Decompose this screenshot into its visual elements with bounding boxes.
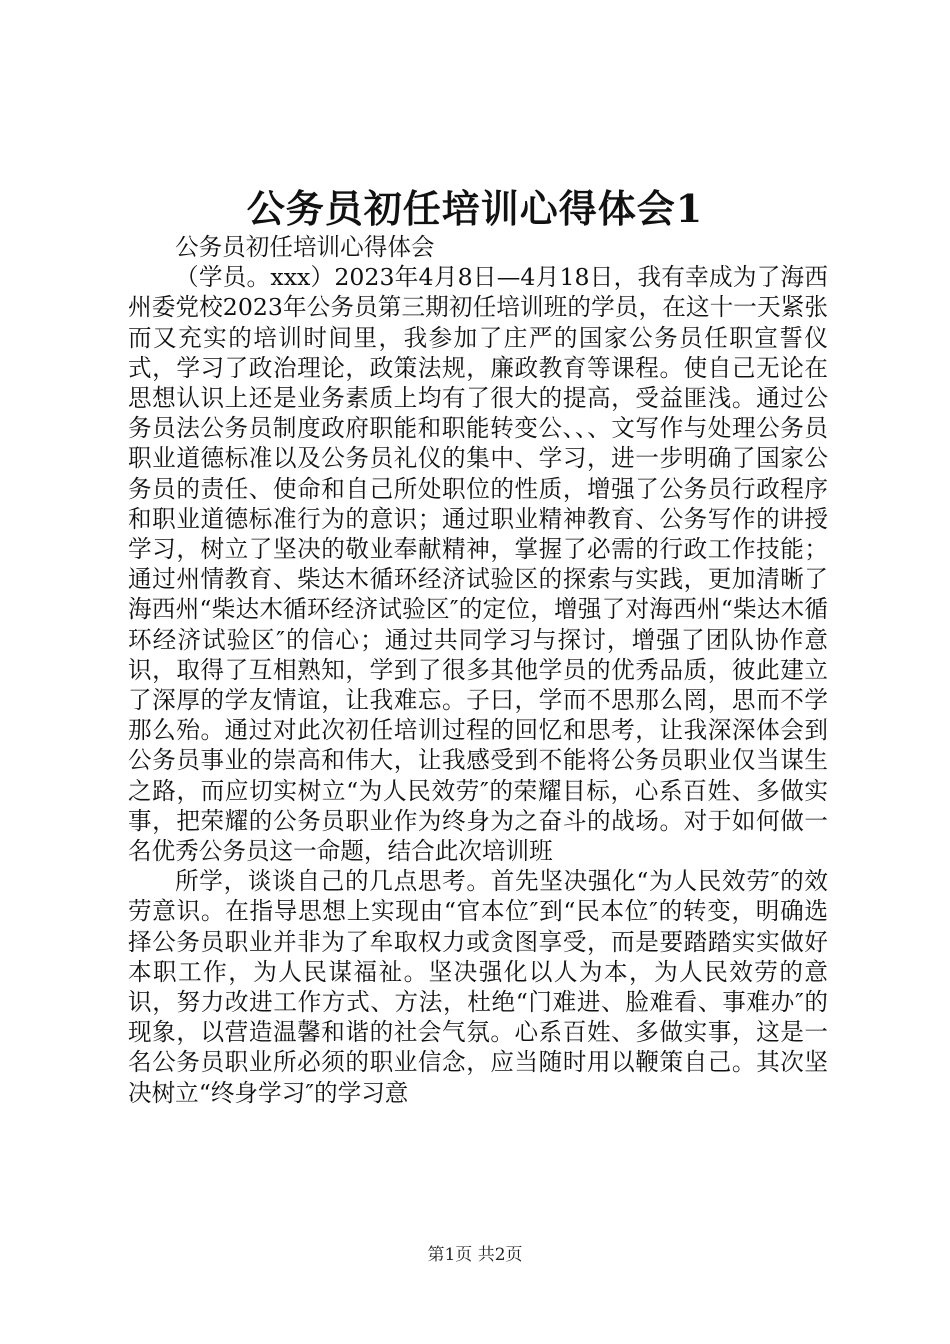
document-title: 公务员初任培训心得体会1 [246, 186, 704, 231]
paragraph-main: （学员。xxx）2023年4月8日—4月18日，我有幸成为了海西州委党校2023年公务员第三期初任培训班的学员，在这十一天紧张而又充实的培训时间里，我参加了庄严的国家公务员任职宣誓仪式，学习了政治理论，政策法规，廉政教育等课程。使自己无论在思想认识上还是业务素质上均有了很大的提高，受益匪浅。通过公务员法公务员制度政府职能和职能转变公、、、文写作与处理公务员职业道德标准以及公务员礼仪的集中、学习，进一步明确了国家公务员的责任、使命和自己所处职位的性质，增强了公务员行政程序和职业道德标准行为的意识；通过职业精神教育、公务写作的讲授学习，树立了坚决的敬业奉献精神，掌握了必需的行政工作技能；通过州情教育、柴达木循环经济试验区的探索与实践，更加清晰了海西州“柴达木循环经济试验区″的定位，增强了对海西州“柴达木循环经济试验区″的信心；通过共同学习与探讨，增强了团队协作意识，取得了互相熟知，学到了很多其他学员的优秀品质，彼此建立了深厚的学友情谊，让我难忘。子曰，学而不思那么罔，思而不学那么殆。通过对此次初任培训过程的回忆和思考，让我深深体会到公务员事业的崇高和伟大，让我感受到不能将公务员职业仅当谋生之路，而应切实树立“为人民效劳″的荣耀目标，心系百姓、多做实事，把荣耀的公务员职业作为终身为之奋斗的战场。对于如何做一名优秀公务员这一命题，结合此次培训班 [128, 263, 828, 866]
document-body [128, 232, 828, 1108]
paragraph-continuation: 所学，谈谈自己的几点思考。首先坚决强化“为人民效劳″的效劳意识。在指导思想上实现由“官本位″到“民本位″的转变，明确选择公务员职业并非为了牟取权力或贪图享受，而是要踏踏实实做好本职工作，为人民谋福祉。坚决强化以人为本，为人民效劳的意识，努力改进工作方式、方法，杜绝“门难进、脸难看、事难办″的现象，以营造温馨和谐的社会气氛。心系百姓、多做实事，这是一名公务员职业所必须的职业信念，应当随时用以鞭策自己。其次坚决树立“终身学习″的学习意 [128, 867, 828, 1107]
paragraph-subtitle: 公务员初任培训心得体会 [175, 233, 435, 261]
page-number-footer: 第1页 共2页 [427, 1245, 523, 1265]
